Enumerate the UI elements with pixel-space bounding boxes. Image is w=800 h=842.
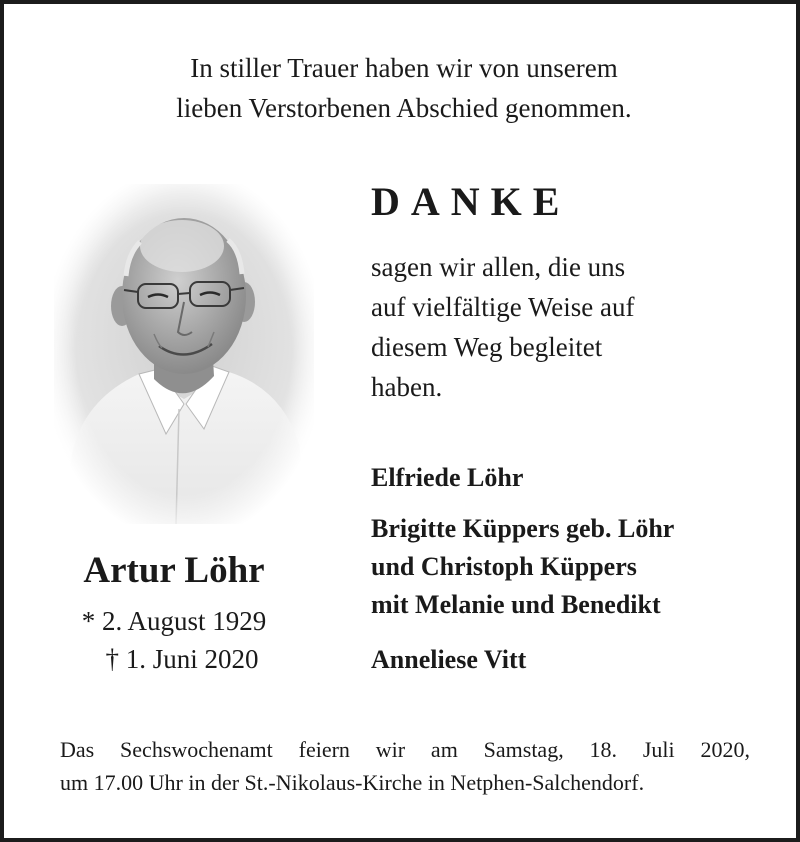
deceased-name: Artur Löhr [83,550,265,591]
portrait-photo [54,184,314,524]
intro-line: In stiller Trauer haben wir von unserem [190,53,618,83]
thanks-line: diesem Weg begleitet [371,332,603,362]
mourner-name: mit Melanie und Benedikt [371,590,661,619]
mourner-family-kueppers [371,510,674,624]
mourner-name: Brigitte Küppers geb. Löhr [371,514,675,543]
service-announcement [60,733,750,799]
deceased-info [34,548,314,678]
mourner-name: Anneliese Vitt [371,645,527,674]
intro-text [4,48,800,128]
mourner-anneliese [371,641,526,679]
service-line: Das Sechswochenamt feiern wir am Samstag, 18. Juli 2020, [60,737,750,762]
service-line: um 17.00 Uhr in der St.-Nikolaus-Kirche in Netphen-Salchendorf. [60,770,645,795]
thanks-line: auf vielfältige Weise auf [371,292,635,322]
birth-date: * 2. August 1929 [81,606,267,636]
thanks-line: haben. [371,372,443,402]
thanks-heading: DANKE [371,179,571,224]
mourner-name: Elfriede Löhr [371,463,524,492]
mourner-name: und Christoph Küppers [371,552,637,581]
life-dates [34,602,314,678]
thanks-line: sagen wir allen, die uns [371,252,626,282]
death-date: † 1. Juni 2020 [105,644,259,674]
thanks-message [371,247,634,407]
intro-line: lieben Verstorbenen Abschied genommen. [176,93,632,123]
mourner-elfriede [371,459,523,497]
